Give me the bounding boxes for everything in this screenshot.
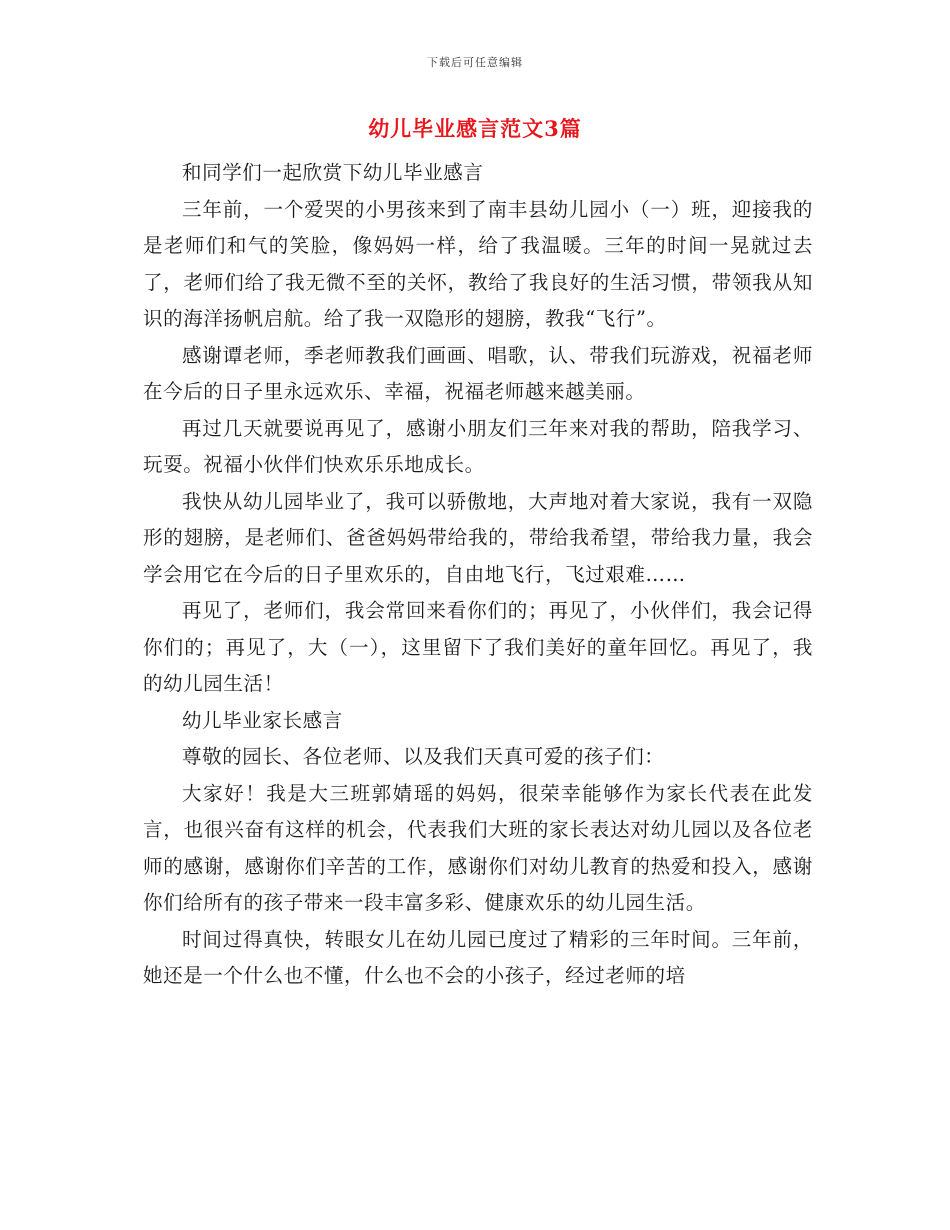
paragraph-5: 再见了，老师们，我会常回来看你们的；再见了，小伙伴们，我会记得你们的；再见了，大（一），这里留下了我们美好的童年回忆。再见了，我的幼儿园生活！ [143, 599, 813, 695]
document-body [143, 155, 813, 995]
header-note: 下载后可任意编辑 [427, 56, 523, 69]
paragraph-4: 我快从幼儿园毕业了，我可以骄傲地，大声地对着大家说，我有一双隐形的翅膀，是老师们、爸爸妈妈带给我的，带给我希望，带给我力量，我会学会用它在今后的日子里欢乐的，自由地飞行，飞过艰难…… [143, 489, 813, 586]
section-heading-parent: 幼儿毕业家长感言 [182, 708, 343, 732]
paragraph-8: 时间过得真快，转眼女儿在幼儿园已度过了精彩的三年时间。三年前，她还是一个什么也不懂，什么也不会的小孩子，经过老师的培 [143, 927, 813, 987]
paragraph-salutation: 尊敬的园长、各位老师、以及我们天真可爱的孩子们： [182, 745, 665, 768]
paragraph-intro: 和同学们一起欣赏下幼儿毕业感言 [182, 161, 484, 184]
paragraph-3: 再过几天就要说再见了，感谢小朋友们三年来对我的帮助，陪我学习、玩耍。祝福小伙伴们快欢乐乐地成长。 [143, 416, 813, 476]
paragraph-7: 大家好！我是大三班郭婧瑶的妈妈，很荣幸能够作为家长代表在此发言，也很兴奋有这样的机会，代表我们大班的家长表达对幼儿园以及各位老师的感谢，感谢你们辛苦的工作，感谢你们对幼儿教育的热爱和投入，感谢你们给所有的孩子带来一段丰富多彩、健康欢乐的幼儿园生活。 [143, 781, 813, 914]
paragraph-2: 感谢谭老师，季老师教我们画画、唱歌，认、带我们玩游戏，祝福老师在今后的日子里永远欢乐、幸福，祝福老师越来越美丽。 [143, 343, 813, 403]
paragraph-1: 三年前，一个爱哭的小男孩来到了南丰县幼儿园小（一）班，迎接我的是老师们和气的笑脸，像妈妈一样，给了我温暖。三年的时间一晃就过去了，老师们给了我无微不至的关怀，教给了我良好的生活习惯，带领我从知识的海洋扬帆启航。给了我一双隐形的翅膀，教我“飞行”。 [143, 197, 813, 330]
document-title: 幼儿毕业感言范文3篇 [368, 116, 582, 141]
